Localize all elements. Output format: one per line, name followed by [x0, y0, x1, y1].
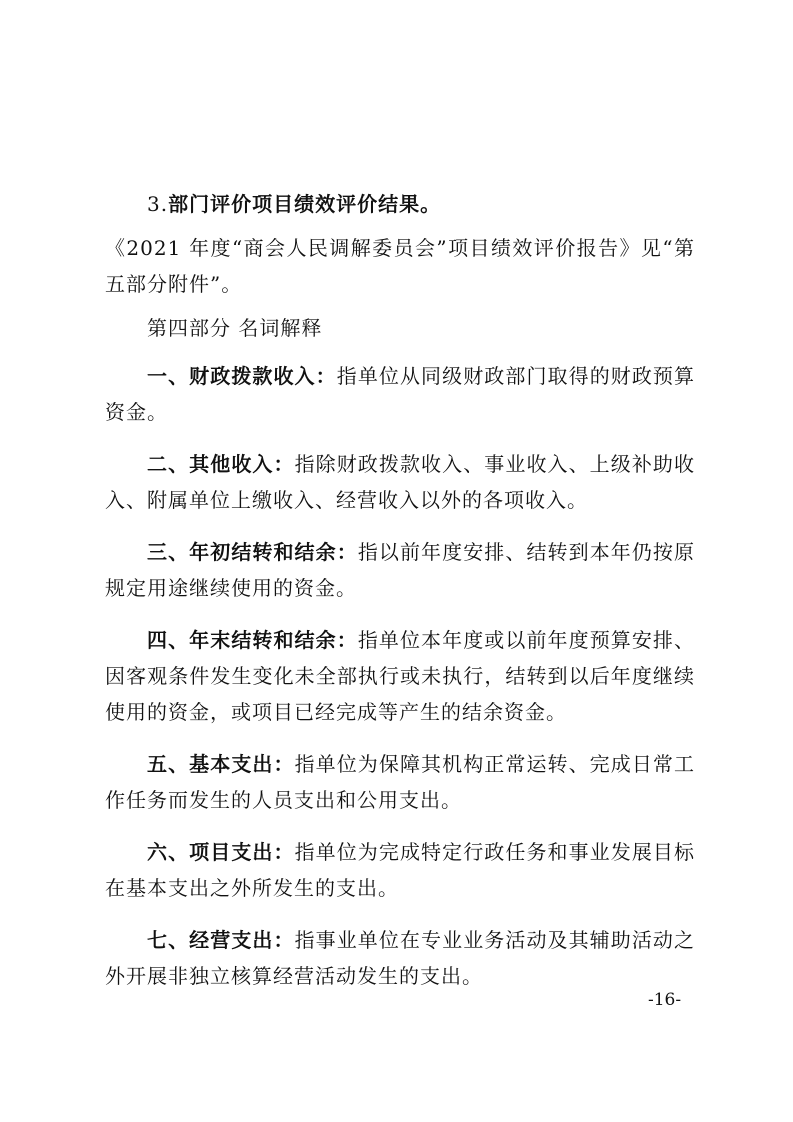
term-paragraph [105, 446, 695, 518]
term-paragraph [105, 358, 695, 430]
term-definition: 指除财政拨款收入、事业收入、上级补助收入、附属单位上缴收入、经营收入以外的各项收入。 [105, 452, 696, 512]
term-label: 七、经营支出： [147, 928, 295, 952]
term-label: 一、财政拨款收入： [147, 364, 337, 388]
item3-number: 3. [147, 192, 169, 216]
term-label: 三、年初结转和结余： [147, 540, 358, 564]
page-content [105, 186, 695, 994]
term-paragraph [105, 622, 695, 730]
page-number: -16- [648, 990, 682, 1010]
term-definition: 指事业单位在专业业务活动及其辅助活动之外开展非独立核算经营活动发生的支出。 [105, 928, 696, 988]
term-paragraph [105, 746, 695, 818]
term-label: 二、其他收入： [147, 452, 295, 476]
term-definition: 指单位从同级财政部门取得的财政预算资金。 [105, 364, 696, 424]
term-label: 五、基本支出： [147, 752, 295, 776]
term-definition: 指单位为完成特定行政任务和事业发展目标在基本支出之外所发生的支出。 [105, 840, 696, 900]
report-reference: 《2021 年度“商会人民调解委员会”项目绩效评价报告》见“第五部分附件”。 [105, 236, 695, 296]
item3-heading [105, 186, 695, 222]
term-paragraph [105, 922, 695, 994]
term-paragraph [105, 834, 695, 906]
term-definition: 指单位本年度或以前年度预算安排、因客观条件发生变化未全部执行或未执行，结转到以后年度继续使用的资金，或项目已经完成等产生的结余资金。 [105, 628, 696, 724]
section-title: 第四部分 名词解释 [147, 316, 323, 340]
term-definition: 指以前年度安排、结转到本年仍按原规定用途继续使用的资金。 [105, 540, 696, 600]
term-label: 六、项目支出： [147, 840, 295, 864]
term-definition: 指单位为保障其机构正常运转、完成日常工作任务而发生的人员支出和公用支出。 [105, 752, 696, 812]
term-paragraph [105, 534, 695, 606]
term-label: 四、年末结转和结余： [147, 628, 358, 652]
item3-title: 部门评价项目绩效评价结果。 [168, 192, 442, 216]
